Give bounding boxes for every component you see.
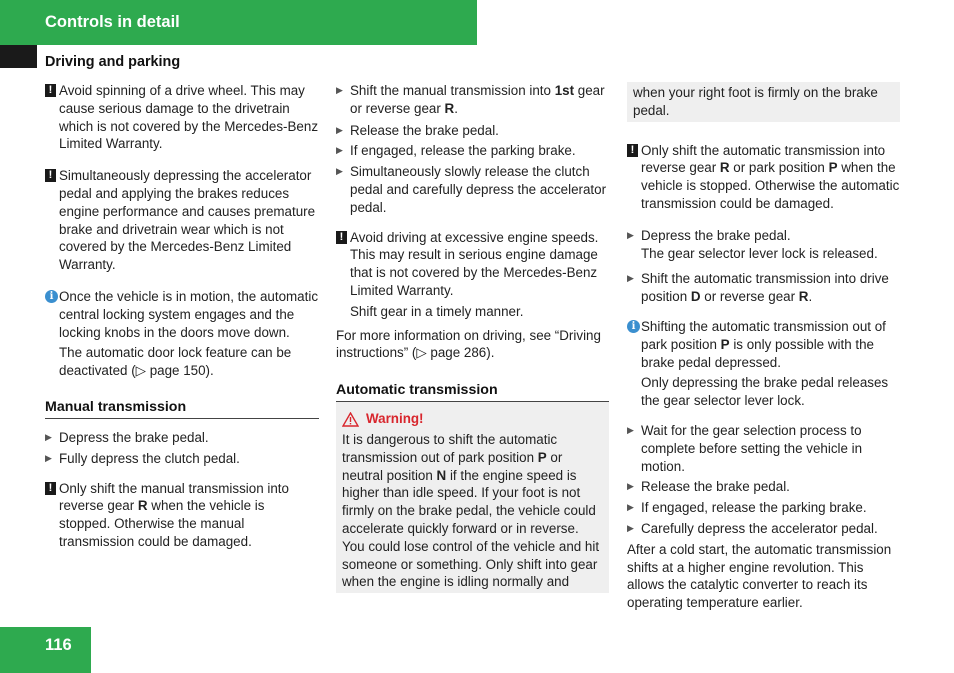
step-text: Carefully depress the accelerator pedal.	[641, 520, 878, 536]
step-item	[336, 163, 609, 216]
step-item	[45, 429, 319, 447]
warning-text-part: if the engine speed is higher than idle speed. If your foot is not firmly on the brake pedal, the vehicle could accelerate quickly forward or in reverse. You could lose control of the vehicle and hit someone or something. Only shift into gear when the engine is idling normally and	[342, 467, 600, 590]
warning-title	[342, 410, 603, 428]
step-text: or reverse gear	[700, 289, 799, 305]
triangle-arrow-icon: ▶	[45, 452, 52, 463]
warning-text-part: It is dangerous to shift the automatic transmission out of park position	[342, 431, 558, 465]
gear-label: N	[436, 467, 447, 483]
info-text: is only possible with the brake pedal depressed.	[641, 336, 874, 370]
info-text: Shifting the automatic transmission out of park position	[641, 318, 886, 352]
column-2	[336, 82, 609, 593]
step-item	[336, 82, 609, 118]
notice-text: Simultaneously depressing the accelerator pedal and applying the brakes reduces engine performance and causes premature brake and drivetrain wear which is not covered by the Mercedes-Benz Limited Warranty.	[59, 168, 316, 273]
exclamation-icon: !	[336, 231, 347, 244]
triangle-arrow-icon: ▶	[627, 424, 634, 435]
notice-text: Only shift the manual transmission into reverse gear	[59, 480, 289, 514]
info-1	[45, 288, 319, 341]
info-extra: Only depressing the brake pedal releases the gear selector lever lock.	[641, 375, 889, 409]
warning-text: when your right foot is firmly on the brake pedal.	[633, 85, 878, 118]
step-item	[336, 122, 609, 140]
chapter-title: Controls in detail	[45, 13, 180, 31]
step-text: Release the brake pedal.	[350, 122, 499, 138]
automatic-transmission-heading: Automatic transmission	[336, 381, 609, 402]
exclamation-icon: !	[45, 169, 56, 182]
manual-transmission-heading: Manual transmission	[45, 398, 319, 419]
step-result: The gear selector lever lock is released.	[641, 245, 878, 261]
warning-triangle-icon	[342, 412, 359, 427]
triangle-arrow-icon: ▶	[336, 166, 343, 177]
notice-2	[45, 167, 319, 274]
notice-engine-speed	[336, 229, 609, 300]
notice-3	[45, 480, 319, 551]
info-icon: i	[627, 320, 640, 333]
step-item	[45, 450, 319, 468]
warning-text-part: or neutral position	[342, 449, 563, 483]
step-item	[627, 270, 900, 306]
step-text: Depress the brake pedal.	[59, 429, 209, 445]
triangle-arrow-icon: ▶	[627, 229, 634, 240]
gear-label: R	[719, 160, 730, 176]
step-text: .	[454, 100, 458, 116]
step-text: Fully depress the clutch pedal.	[59, 450, 240, 466]
info-park-position	[627, 318, 900, 371]
triangle-arrow-icon: ▶	[336, 124, 343, 135]
gear-label: R	[798, 289, 809, 305]
triangle-arrow-icon: ▶	[45, 431, 52, 442]
exclamation-icon: !	[627, 144, 638, 157]
step-text: Wait for the gear selection process to complete before setting the vehicle in motion.	[641, 422, 863, 474]
warning-text	[342, 431, 603, 591]
info-icon: i	[45, 290, 58, 303]
warning-box	[336, 402, 609, 593]
triangle-arrow-icon: ▶	[627, 273, 634, 284]
gear-label: P	[720, 336, 730, 352]
notice-auto-shift	[627, 142, 900, 213]
header-tab-marker	[0, 45, 37, 68]
step-item	[627, 478, 900, 496]
step-text: Depress the brake pedal.	[641, 227, 791, 243]
step-text: Shift the manual transmission into	[350, 83, 555, 98]
step-text: Simultaneously slowly release the clutch pedal and carefully depress the accelerator pedal.	[350, 164, 607, 215]
gear-label: P	[828, 160, 838, 176]
column-1	[45, 82, 319, 565]
cold-start-text: After a cold start, the automatic transmission shifts at a higher engine revolution. This allows the catalytic converter to reach its operating temperature earlier.	[627, 541, 892, 611]
gear-label: R	[137, 498, 148, 514]
notice-text: or park position	[729, 160, 829, 176]
more-info-text: For more information on driving, see “Driving instructions” (▷ page 286).	[336, 327, 601, 361]
triangle-arrow-icon: ▶	[336, 85, 343, 95]
gear-label: D	[690, 289, 701, 305]
step-item	[627, 499, 900, 517]
step-item	[336, 142, 609, 160]
warning-title-text: Warning!	[366, 411, 424, 427]
triangle-arrow-icon: ▶	[627, 522, 634, 533]
triangle-arrow-icon: ▶	[336, 145, 343, 156]
step-item	[627, 520, 900, 538]
step-text: Release the brake pedal.	[641, 479, 790, 495]
info-text: Once the vehicle is in motion, the automatic central locking system engages and the locking knobs in the doors move down.	[59, 288, 319, 340]
page-number: 116	[45, 636, 72, 654]
exclamation-icon: !	[45, 482, 56, 495]
notice-text: when the vehicle is stopped. Otherwise the automatic transmission could be damaged.	[641, 160, 900, 211]
section-title: Driving and parking	[45, 54, 181, 70]
step-text: gear or reverse gear	[350, 83, 605, 116]
step-item	[627, 422, 900, 475]
notice-text: Only shift the automatic transmission into reverse gear	[641, 142, 886, 176]
exclamation-icon: !	[45, 84, 56, 97]
notice-text: Avoid spinning of a drive wheel. This may cause serious damage to the drivetrain which is not covered by the Mercedes-Benz Limited Warranty.	[59, 83, 319, 152]
notice-text: when the vehicle is stopped. Otherwise the manual transmission could be damaged.	[59, 498, 265, 549]
gear-label: P	[537, 449, 547, 465]
step-text: If engaged, release the parking brake.	[641, 500, 867, 516]
gear-label: 1st	[554, 83, 575, 98]
gear-label: R	[444, 100, 455, 116]
step-text: Shift the automatic transmission into drive position	[641, 271, 889, 305]
triangle-arrow-icon: ▶	[627, 502, 634, 513]
triangle-arrow-icon: ▶	[627, 481, 634, 492]
notice-extra: Shift gear in a timely manner.	[350, 303, 524, 319]
step-text: If engaged, release the parking brake.	[350, 143, 576, 159]
step-text: .	[808, 289, 813, 305]
warning-box-continued	[627, 82, 900, 122]
column-3	[627, 82, 900, 626]
notice-1	[45, 82, 319, 153]
step-item	[627, 227, 900, 263]
info-1-extra: The automatic door lock feature can be deactivated (▷ page 150).	[59, 345, 292, 379]
notice-text: Avoid driving at excessive engine speeds. This may result in serious engine damage that is not covered by the Mercedes-Benz Limited Warranty.	[350, 229, 599, 298]
